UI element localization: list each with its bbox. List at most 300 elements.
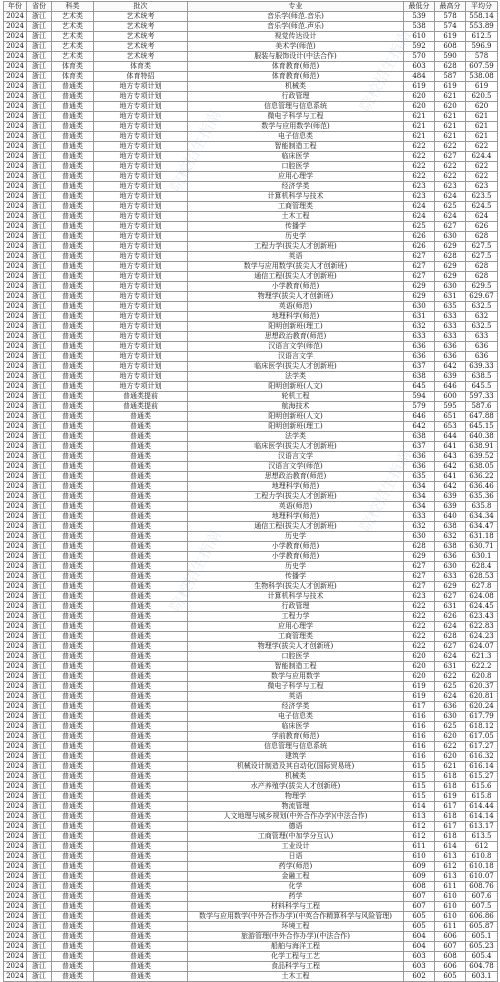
cell-category: 艺术类: [52, 12, 94, 22]
cell-year: 2024: [4, 482, 27, 492]
cell-avg-score: 597.33: [466, 392, 498, 402]
table-row: [4, 782, 498, 792]
cell-avg-score: 606.86: [466, 912, 498, 922]
cell-category: 普通类: [52, 772, 94, 782]
cell-min-score: 633: [404, 512, 435, 522]
cell-year: 2024: [4, 592, 27, 602]
cell-province: 浙江: [27, 262, 52, 272]
cell-min-score: 627: [404, 562, 435, 572]
cell-major: 工商管理类: [188, 202, 404, 212]
table-row: [4, 592, 498, 602]
cell-year: 2024: [4, 572, 27, 582]
cell-province: 浙江: [27, 772, 52, 782]
cell-batch: 普通类: [94, 692, 188, 702]
cell-batch: 艺术统考: [94, 32, 188, 42]
cell-batch: 普通类: [94, 642, 188, 652]
watermark-text: 院校招生指南: [166, 526, 225, 615]
cell-province: 浙江: [27, 542, 52, 552]
cell-year: 2024: [4, 882, 27, 892]
cell-category: 普通类: [52, 662, 94, 672]
cell-avg-score: 612: [466, 842, 498, 852]
cell-year: 2024: [4, 682, 27, 692]
cell-province: 浙江: [27, 492, 52, 502]
cell-major: 德语: [188, 822, 404, 832]
table-row: [4, 502, 498, 512]
cell-min-score: 627: [404, 272, 435, 282]
cell-category: 普通类: [52, 832, 94, 842]
cell-major: 应用心理学: [188, 172, 404, 182]
cell-major: 日语: [188, 852, 404, 862]
cell-year: 2024: [4, 862, 27, 872]
cell-avg-score: 614.14: [466, 812, 498, 822]
table-row: [4, 792, 498, 802]
cell-batch: 普通类: [94, 662, 188, 672]
header-province: 省份: [27, 2, 52, 12]
cell-province: 浙江: [27, 482, 52, 492]
cell-max-score: 636: [435, 352, 466, 362]
cell-major: 汉语言文学: [188, 352, 404, 362]
cell-province: 浙江: [27, 552, 52, 562]
cell-batch: 地方专项计划: [94, 332, 188, 342]
cell-max-score: 627: [435, 222, 466, 232]
cell-category: 普通类: [52, 952, 94, 962]
cell-major: 口腔医学: [188, 652, 404, 662]
cell-avg-score: 634.34: [466, 512, 498, 522]
cell-batch: 普通类: [94, 702, 188, 712]
table-row: [4, 422, 498, 432]
cell-province: 浙江: [27, 762, 52, 772]
cell-min-score: 637: [404, 442, 435, 452]
cell-year: 2024: [4, 372, 27, 382]
cell-avg-score: 627.5: [466, 242, 498, 252]
cell-category: 普通类: [52, 192, 94, 202]
cell-min-score: 625: [404, 222, 435, 232]
cell-category: 普通类: [52, 502, 94, 512]
cell-max-score: 642: [435, 362, 466, 372]
cell-batch: 艺术统考: [94, 52, 188, 62]
cell-year: 2024: [4, 762, 27, 772]
cell-major: 思想政治教育(师范): [188, 332, 404, 342]
table-row: [4, 622, 498, 632]
cell-category: 普通类: [52, 452, 94, 462]
cell-min-score: 617: [404, 702, 435, 712]
cell-batch: 普通类: [94, 522, 188, 532]
table-row: [4, 612, 498, 622]
cell-province: 浙江: [27, 422, 52, 432]
cell-province: 浙江: [27, 392, 52, 402]
cell-year: 2024: [4, 892, 27, 902]
cell-province: 浙江: [27, 952, 52, 962]
cell-min-score: 627: [404, 572, 435, 582]
cell-min-score: 634: [404, 492, 435, 502]
cell-max-score: 627: [435, 592, 466, 602]
table-row: [4, 202, 498, 212]
cell-category: 普通类: [52, 752, 94, 762]
header-major: 专业: [188, 2, 404, 12]
cell-major: 学前教育(师范): [188, 732, 404, 742]
cell-batch: 地方专项计划: [94, 112, 188, 122]
cell-year: 2024: [4, 212, 27, 222]
cell-avg-score: 607.6: [466, 892, 498, 902]
cell-year: 2024: [4, 922, 27, 932]
cell-min-score: 628: [404, 542, 435, 552]
cell-category: 普通类: [52, 492, 94, 502]
cell-batch: 地方专项计划: [94, 292, 188, 302]
cell-major: 阳明创新班(理工): [188, 422, 404, 432]
table-row: [4, 902, 498, 912]
cell-min-score: 622: [404, 162, 435, 172]
cell-avg-score: 587.6: [466, 402, 498, 412]
cell-max-score: 643: [435, 452, 466, 462]
cell-batch: 地方专项计划: [94, 162, 188, 172]
cell-year: 2024: [4, 942, 27, 952]
cell-major: 旅游管理(中外合作办学)(中法合作): [188, 932, 404, 942]
cell-major: 工商管理(中加学分互认): [188, 832, 404, 842]
cell-avg-score: 624.08: [466, 592, 498, 602]
cell-year: 2024: [4, 872, 27, 882]
cell-province: 浙江: [27, 122, 52, 132]
cell-category: 普通类: [52, 202, 94, 212]
cell-max-score: 612: [435, 862, 466, 872]
table-row: [4, 442, 498, 452]
cell-major: 英语: [188, 692, 404, 702]
cell-batch: 地方专项计划: [94, 342, 188, 352]
cell-major: 人文地理与城乡规划(中外合作办学)(中法合作): [188, 812, 404, 822]
cell-category: 普通类: [52, 552, 94, 562]
cell-avg-score: 616.14: [466, 762, 498, 772]
cell-major: 信息管理与信息系统: [188, 102, 404, 112]
cell-min-score: 592: [404, 42, 435, 52]
table-row: [4, 122, 498, 132]
cell-year: 2024: [4, 102, 27, 112]
cell-category: 普通类: [52, 822, 94, 832]
cell-batch: 普通类: [94, 432, 188, 442]
cell-avg-score: 632: [466, 312, 498, 322]
table-row: [4, 492, 498, 502]
cell-batch: 普通类: [94, 742, 188, 752]
cell-avg-score: 624.23: [466, 632, 498, 642]
cell-min-score: 621: [404, 122, 435, 132]
cell-province: 浙江: [27, 412, 52, 422]
table-row: [4, 652, 498, 662]
cell-avg-score: 621: [466, 122, 498, 132]
cell-year: 2024: [4, 112, 27, 122]
cell-province: 浙江: [27, 282, 52, 292]
cell-avg-score: 620.5: [466, 92, 498, 102]
cell-max-score: 633: [435, 572, 466, 582]
cell-category: 普通类: [52, 762, 94, 772]
cell-category: 普通类: [52, 562, 94, 572]
cell-year: 2024: [4, 712, 27, 722]
cell-category: 普通类: [52, 642, 94, 652]
cell-min-score: 615: [404, 782, 435, 792]
cell-batch: 普通类: [94, 792, 188, 802]
cell-max-score: 626: [435, 612, 466, 622]
cell-year: 2024: [4, 12, 27, 22]
table-row: [4, 302, 498, 312]
cell-max-score: 631: [435, 292, 466, 302]
cell-min-score: 635: [404, 472, 435, 482]
cell-year: 2024: [4, 742, 27, 752]
cell-year: 2024: [4, 512, 27, 522]
table-row: [4, 572, 498, 582]
table-row: [4, 32, 498, 42]
cell-major: 临床医学: [188, 722, 404, 732]
cell-avg-score: 638.91: [466, 442, 498, 452]
cell-batch: 地方专项计划: [94, 102, 188, 112]
cell-province: 浙江: [27, 232, 52, 242]
cell-category: 体育类: [52, 72, 94, 82]
cell-avg-score: 615.6: [466, 782, 498, 792]
cell-max-score: 623: [435, 182, 466, 192]
cell-max-score: 628: [435, 252, 466, 262]
table-row: [4, 242, 498, 252]
cell-category: 普通类: [52, 332, 94, 342]
cell-category: 普通类: [52, 572, 94, 582]
cell-category: 普通类: [52, 442, 94, 452]
cell-year: 2024: [4, 132, 27, 142]
cell-category: 普通类: [52, 352, 94, 362]
cell-category: 普通类: [52, 172, 94, 182]
cell-batch: 地方专项计划: [94, 232, 188, 242]
cell-avg-score: 621: [466, 132, 498, 142]
table-row: [4, 142, 498, 152]
table-row: [4, 412, 498, 422]
cell-category: 普通类: [52, 812, 94, 822]
cell-year: 2024: [4, 602, 27, 612]
table-row: [4, 562, 498, 572]
table-row: [4, 92, 498, 102]
cell-min-score: 623: [404, 192, 435, 202]
cell-category: 普通类: [52, 682, 94, 692]
cell-min-score: 629: [404, 552, 435, 562]
cell-min-score: 615: [404, 762, 435, 772]
cell-batch: 普通类: [94, 502, 188, 512]
cell-avg-score: 622.2: [466, 662, 498, 672]
cell-batch: 普通类: [94, 542, 188, 552]
cell-batch: 普通类: [94, 762, 188, 772]
cell-min-score: 602: [404, 972, 435, 982]
cell-year: 2024: [4, 452, 27, 462]
cell-province: 浙江: [27, 152, 52, 162]
cell-batch: 艺术统考: [94, 12, 188, 22]
cell-min-score: 604: [404, 942, 435, 952]
cell-batch: 地方专项计划: [94, 382, 188, 392]
cell-max-score: 628: [435, 62, 466, 72]
cell-province: 浙江: [27, 192, 52, 202]
table-row: [4, 882, 498, 892]
table-row: [4, 732, 498, 742]
cell-year: 2024: [4, 202, 27, 212]
cell-province: 浙江: [27, 182, 52, 192]
cell-min-score: 626: [404, 232, 435, 242]
cell-avg-score: 607.5: [466, 902, 498, 912]
cell-category: 普通类: [52, 742, 94, 752]
cell-year: 2024: [4, 92, 27, 102]
cell-major: 化学工程与工艺: [188, 952, 404, 962]
cell-avg-score: 636: [466, 352, 498, 362]
table-row: [4, 282, 498, 292]
cell-batch: 普通类: [94, 422, 188, 432]
table-row: [4, 762, 498, 772]
cell-min-score: 627: [404, 262, 435, 272]
cell-province: 浙江: [27, 852, 52, 862]
cell-year: 2024: [4, 632, 27, 642]
cell-year: 2024: [4, 82, 27, 92]
cell-batch: 普通类: [94, 592, 188, 602]
cell-max-score: 639: [435, 492, 466, 502]
cell-max-score: 636: [435, 342, 466, 352]
cell-category: 普通类: [52, 302, 94, 312]
cell-province: 浙江: [27, 842, 52, 852]
cell-province: 浙江: [27, 782, 52, 792]
cell-major: 地理科学(师范): [188, 512, 404, 522]
table-row: [4, 812, 498, 822]
table-row: [4, 822, 498, 832]
cell-year: 2024: [4, 42, 27, 52]
cell-avg-score: 613.17: [466, 822, 498, 832]
cell-province: 浙江: [27, 332, 52, 342]
cell-province: 浙江: [27, 222, 52, 232]
cell-min-score: 620: [404, 102, 435, 112]
cell-max-score: 618: [435, 812, 466, 822]
cell-max-score: 624: [435, 192, 466, 202]
cell-batch: 普通类: [94, 872, 188, 882]
cell-major: 土木工程: [188, 212, 404, 222]
cell-batch: 地方专项计划: [94, 182, 188, 192]
cell-max-score: 619: [435, 792, 466, 802]
cell-major: 食品科学与工程: [188, 962, 404, 972]
cell-major: 小学教育(师范): [188, 282, 404, 292]
cell-min-score: 622: [404, 152, 435, 162]
cell-avg-score: 628.4: [466, 562, 498, 572]
cell-year: 2024: [4, 662, 27, 672]
cell-max-score: 611: [435, 882, 466, 892]
header-year: 年份: [4, 2, 27, 12]
cell-batch: 普通类: [94, 492, 188, 502]
cell-province: 浙江: [27, 572, 52, 582]
cell-year: 2024: [4, 182, 27, 192]
table-row: [4, 292, 498, 302]
cell-min-score: 622: [404, 172, 435, 182]
cell-avg-score: 634.47: [466, 522, 498, 532]
table-row: [4, 742, 498, 752]
cell-min-score: 622: [404, 602, 435, 612]
table-row: [4, 322, 498, 332]
watermark-text: 院校招生指南: [356, 26, 415, 115]
cell-category: 普通类: [52, 282, 94, 292]
cell-province: 浙江: [27, 652, 52, 662]
cell-min-score: 622: [404, 642, 435, 652]
table-row: [4, 42, 498, 52]
cell-year: 2024: [4, 542, 27, 552]
cell-year: 2024: [4, 252, 27, 262]
cell-min-score: 624: [404, 202, 435, 212]
cell-avg-score: 645.15: [466, 422, 498, 432]
cell-min-score: 624: [404, 212, 435, 222]
cell-major: 阳明创新班(人文): [188, 382, 404, 392]
cell-avg-score: 645.5: [466, 382, 498, 392]
cell-year: 2024: [4, 222, 27, 232]
cell-province: 浙江: [27, 42, 52, 52]
cell-avg-score: 553.89: [466, 22, 498, 32]
cell-category: 普通类: [52, 802, 94, 812]
cell-avg-score: 623: [466, 182, 498, 192]
cell-max-score: 635: [435, 302, 466, 312]
table-row: [4, 552, 498, 562]
table-row: [4, 182, 498, 192]
cell-year: 2024: [4, 442, 27, 452]
cell-max-score: 611: [435, 922, 466, 932]
cell-max-score: 629: [435, 242, 466, 252]
cell-avg-score: 603.1: [466, 972, 498, 982]
cell-avg-score: 617.05: [466, 732, 498, 742]
cell-year: 2024: [4, 192, 27, 202]
cell-min-score: 623: [404, 182, 435, 192]
cell-category: 普通类: [52, 92, 94, 102]
cell-province: 浙江: [27, 522, 52, 532]
cell-province: 浙江: [27, 822, 52, 832]
cell-major: 地理科学(师范): [188, 312, 404, 322]
cell-year: 2024: [4, 262, 27, 272]
table-row: [4, 542, 498, 552]
cell-province: 浙江: [27, 752, 52, 762]
cell-province: 浙江: [27, 532, 52, 542]
cell-batch: 普通类: [94, 582, 188, 592]
cell-category: 普通类: [52, 632, 94, 642]
cell-province: 浙江: [27, 672, 52, 682]
cell-province: 浙江: [27, 962, 52, 972]
cell-province: 浙江: [27, 732, 52, 742]
cell-avg-score: 630.1: [466, 552, 498, 562]
table-row: [4, 862, 498, 872]
cell-max-score: 636: [435, 702, 466, 712]
cell-major: 应用心理学: [188, 622, 404, 632]
cell-province: 浙江: [27, 52, 52, 62]
cell-avg-score: 616.32: [466, 752, 498, 762]
cell-category: 普通类: [52, 922, 94, 932]
cell-major: 微电子科学与工程: [188, 112, 404, 122]
cell-category: 普通类: [52, 892, 94, 902]
cell-max-score: 617: [435, 822, 466, 832]
cell-category: 普通类: [52, 342, 94, 352]
cell-year: 2024: [4, 312, 27, 322]
cell-max-score: 625: [435, 202, 466, 212]
cell-province: 浙江: [27, 362, 52, 372]
cell-avg-score: 610.8: [466, 852, 498, 862]
cell-category: 普通类: [52, 872, 94, 882]
table-row: [4, 522, 498, 532]
cell-avg-score: 638.5: [466, 372, 498, 382]
cell-min-score: 616: [404, 712, 435, 722]
cell-min-score: 610: [404, 32, 435, 42]
cell-category: 普通类: [52, 712, 94, 722]
cell-min-score: 636: [404, 342, 435, 352]
table-row: [4, 692, 498, 702]
cell-max-score: 614: [435, 842, 466, 852]
cell-year: 2024: [4, 232, 27, 242]
cell-category: 普通类: [52, 262, 94, 272]
cell-province: 浙江: [27, 242, 52, 252]
cell-major: 机械类: [188, 772, 404, 782]
cell-major: 机械设计制造及其自动化(国际贸易班): [188, 762, 404, 772]
cell-major: 材料科学与工程: [188, 902, 404, 912]
cell-province: 浙江: [27, 162, 52, 172]
cell-year: 2024: [4, 822, 27, 832]
cell-max-score: 621: [435, 122, 466, 132]
cell-year: 2024: [4, 622, 27, 632]
cell-batch: 普通类: [94, 862, 188, 872]
